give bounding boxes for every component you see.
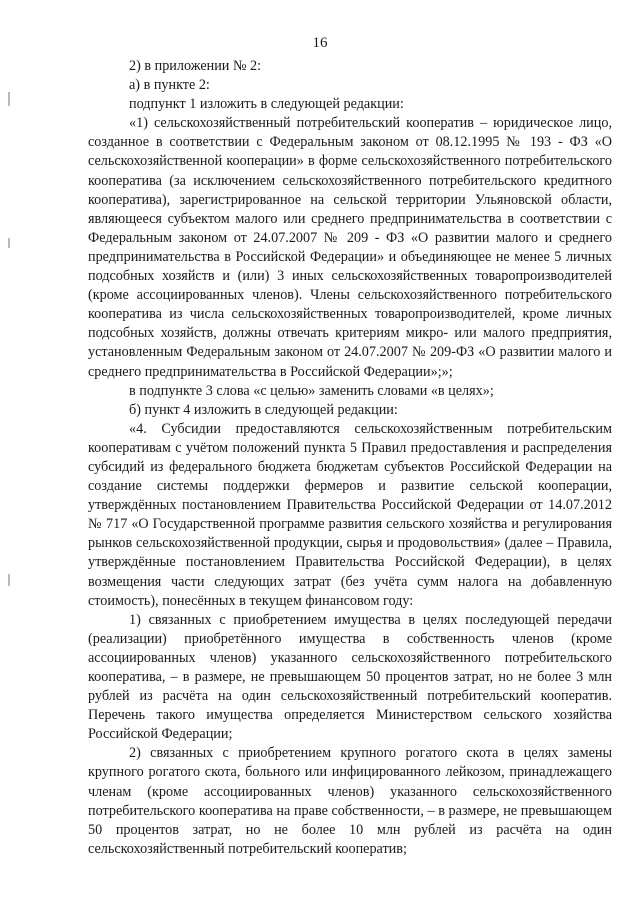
paragraph-subpoint-1-intro: подпункт 1 изложить в следующей редакции: (129, 96, 404, 113)
paragraph-point-4-intro: б) пункт 4 изложить в следующей редакции: (129, 401, 398, 418)
paragraph-subpoint-1-text: «1) сельскохозяйственный потребительский кооператив – юридическое лицо, созданное в соответствии с Федеральным законом от 08.12.1995 № 193 - ФЗ «О сельскохозяйственной кооперации» в форме сельскохозяйственного потребительского кооператива (за исключением сельскохозяйственного потребительского кредитного кооператива), зарегистрированное на сельской территории Ульяновской области, являющееся субъектом малого или среднего предпринимательства в соответствии с Федеральным законом от 24.07.2007 № 209 - ФЗ «О развитии малого и среднего предпринимательства в Российской Федерации» и объединяющее не менее 5 личных подсобных хозяйств и (или) 3 иных сельскохозяйственных товаропроизводителей (кроме ассоциированных членов). Члены сельскохозяйственного потребительского кооператива из числа сельскохозяйственных товаропроизводителей, кроме личных подсобных хозяйств, должны отвечать критериям микро- или малого предприятия, установленным Федеральным законом от 24.07.2007 № 209-ФЗ «О развитии малого и среднего предпринимательства в Российской Федерации»;»; (88, 115, 612, 380)
page-number: 16 (312, 35, 328, 51)
paragraph-point-2: а) в пункте 2: (129, 77, 210, 94)
paragraph-point-4-text: «4. Субсидии предоставляются сельскохозяйственным потребительским кооперативам с учётом положений пункта 5 Правил предоставления и распределения субсидий из федерального бюджета бюджетам субъектов Российской Федерации на создание системы поддержки фермеров и развитие сельской кооперации, утверждённых постановлением Правительства Российской Федерации от 14.07.2012 № 717 «О Государственной программе развития сельского хозяйства и регулирования рынков сельскохозяйственной продукции, сырья и продовольствия» (далее – Правила, утверждённые постановлением Правительства Российской Федерации), в целях возмещения части следующих затрат (без учёта сумм налога на добавленную стоимость), понесённых в текущем финансовом году: (88, 420, 612, 609)
paragraph-appendix-2: 2) в приложении № 2: (129, 58, 262, 74)
scan-edge-mark (8, 238, 10, 248)
document-body (88, 57, 612, 859)
paragraph-item-1: 1) связанных с приобретением имущества в целях последующей передачи (реализации) приобретённого имущества в собственность членов (кроме ассоциированных членов) указанного сельскохозяйственного потребительского кооператива, – в размере, не превышающем 50 процентов затрат, но не более 3 млн рублей из расчёта на один сельскохозяйственный потребительский кооператив. Перечень такого имущества определяется Министерством сельского хозяйства Российской Федерации; (88, 611, 612, 743)
scan-edge-mark (8, 92, 10, 106)
scan-edge-mark (8, 574, 10, 586)
paragraph-item-2: 2) связанных с приобретением крупного рогатого скота в целях замены крупного рогатого скота, больного или инфицированного лейкозом, принадлежащего членам (кроме ассоциированных членов) указанного сельскохозяйственного потребительского кооператива на праве собственности, – в размере, не превышающем 50 процентов затрат, но не более 10 млн рублей из расчёта на один сельскохозяйственный потребительский кооператив; (88, 745, 612, 857)
paragraph-subpoint-3: в подпункте 3 слова «с целью» заменить словами «в целях»; (129, 382, 494, 399)
